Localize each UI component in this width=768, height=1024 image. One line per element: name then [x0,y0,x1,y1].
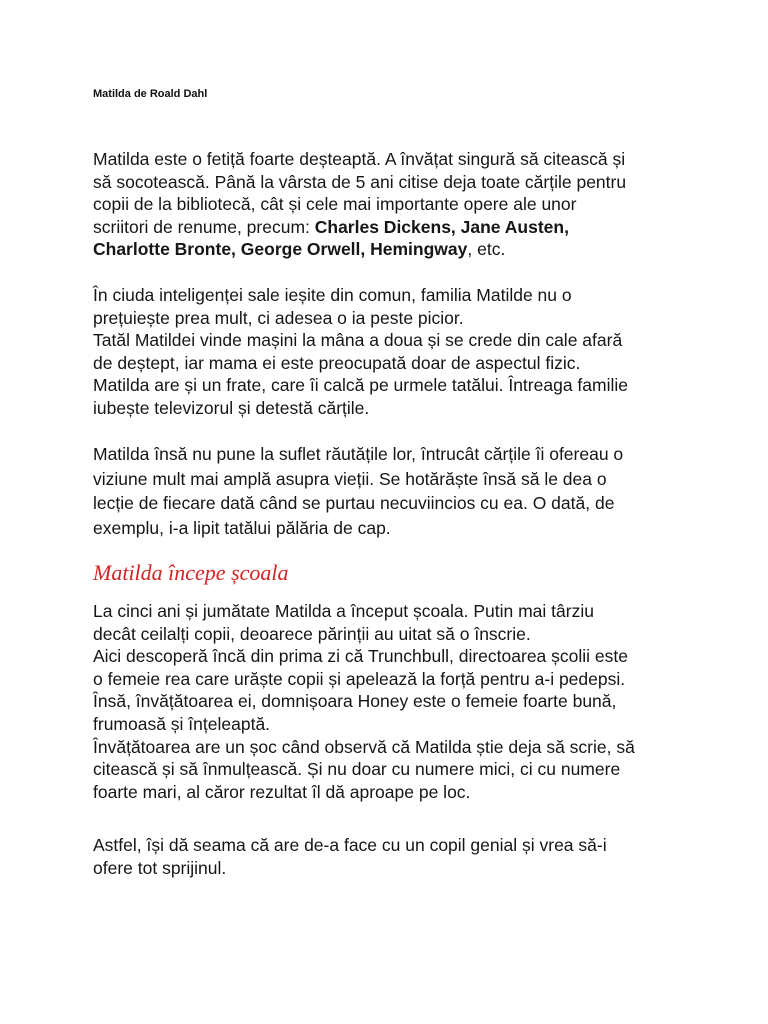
text-plain: scriitori de renume, precum: [93,216,315,237]
text-line: Matilda este o fetiță foarte deșteaptă. A învățat singură să citească și [93,149,626,169]
text-line: exemplu, i-a lipit tatălui pălăria de cap. [93,517,391,538]
authors-bold: Charlotte Bronte, George Orwell, Hemingway [93,239,468,260]
text-plain: , etc. [467,239,506,260]
authors-bold: Charles Dickens, Jane Austen, [314,216,569,237]
text-line: foarte mari, al căror rezultat îl dă aproape pe loc. [93,781,471,802]
text-line: La cinci ani și jumătate Matilda a început școala. Putin mai târziu [93,601,594,621]
running-header: Matilda de Roald Dahl [93,88,208,100]
text-line: viziune mult mai amplă asupra vieții. Se hotărăște însă să le dea o [93,468,607,489]
text-line [93,238,683,261]
paragraph-intro [93,148,683,261]
paragraph-family [93,284,683,420]
text-line: ofere tot sprijinul. [93,857,227,878]
text-line: să socotească. Până la vârsta de 5 ani citise deja toate cărțile pentru [93,171,627,192]
paragraph-conclusion [93,834,683,879]
section-heading: Matilda începe școala [93,560,289,585]
text-line: Matilda însă nu pune la suflet răutățile lor, întrucât cărțile îi ofereau o [93,444,624,464]
text-line: prețuiește prea mult, ci adesea o ia peste picior. [93,307,464,328]
text-line: iubește televizorul și detestă cărțile. [93,397,370,418]
text-line: Astfel, își dă seama că are de-a face cu un copil genial și vrea să-i [93,835,607,855]
text-line: Aici descoperă încă din prima zi că Trunchbull, directoarea școlii este [93,646,628,667]
text-line: Tatăl Matildei vinde mașini la mâna a doua și se crede din cale afară [93,330,623,351]
text-line: citească și să înmulțească. Și nu doar cu numere mici, ci cu numere [93,759,621,780]
text-line: o femeie rea care urăște copii și apelează la forță pentru a-i pedepsi. [93,668,626,689]
text-line: frumoasă și înțeleaptă. [93,713,271,734]
paragraph-school [93,600,683,803]
text-line: Matilda are și un frate, care îi calcă pe urmele tatălui. Întreaga familie [93,375,628,396]
text-line: Însă, învățătoarea ei, domnișoara Honey este o femeie foarte bună, [93,691,617,712]
text-line [93,216,683,239]
paragraph-revenge [93,442,683,540]
text-line: Învățătoarea are un șoc când observă că Matilda știe deja să scrie, să [93,736,635,757]
text-line: copii de la bibliotecă, cât și cele mai importante opere ale unor [93,194,577,215]
text-line: În ciuda inteligenței sale ieșite din comun, familia Matilde nu o [93,285,572,305]
text-line: lecție de fiecare dată când se purtau necuviincios cu ea. O dată, de [93,493,615,513]
text-line: de deștept, iar mama ei este preocupată doar de aspectul fizic. [93,352,581,373]
text-line: decât ceilalți copii, deoarece părinții au uitat să o înscrie. [93,623,531,644]
